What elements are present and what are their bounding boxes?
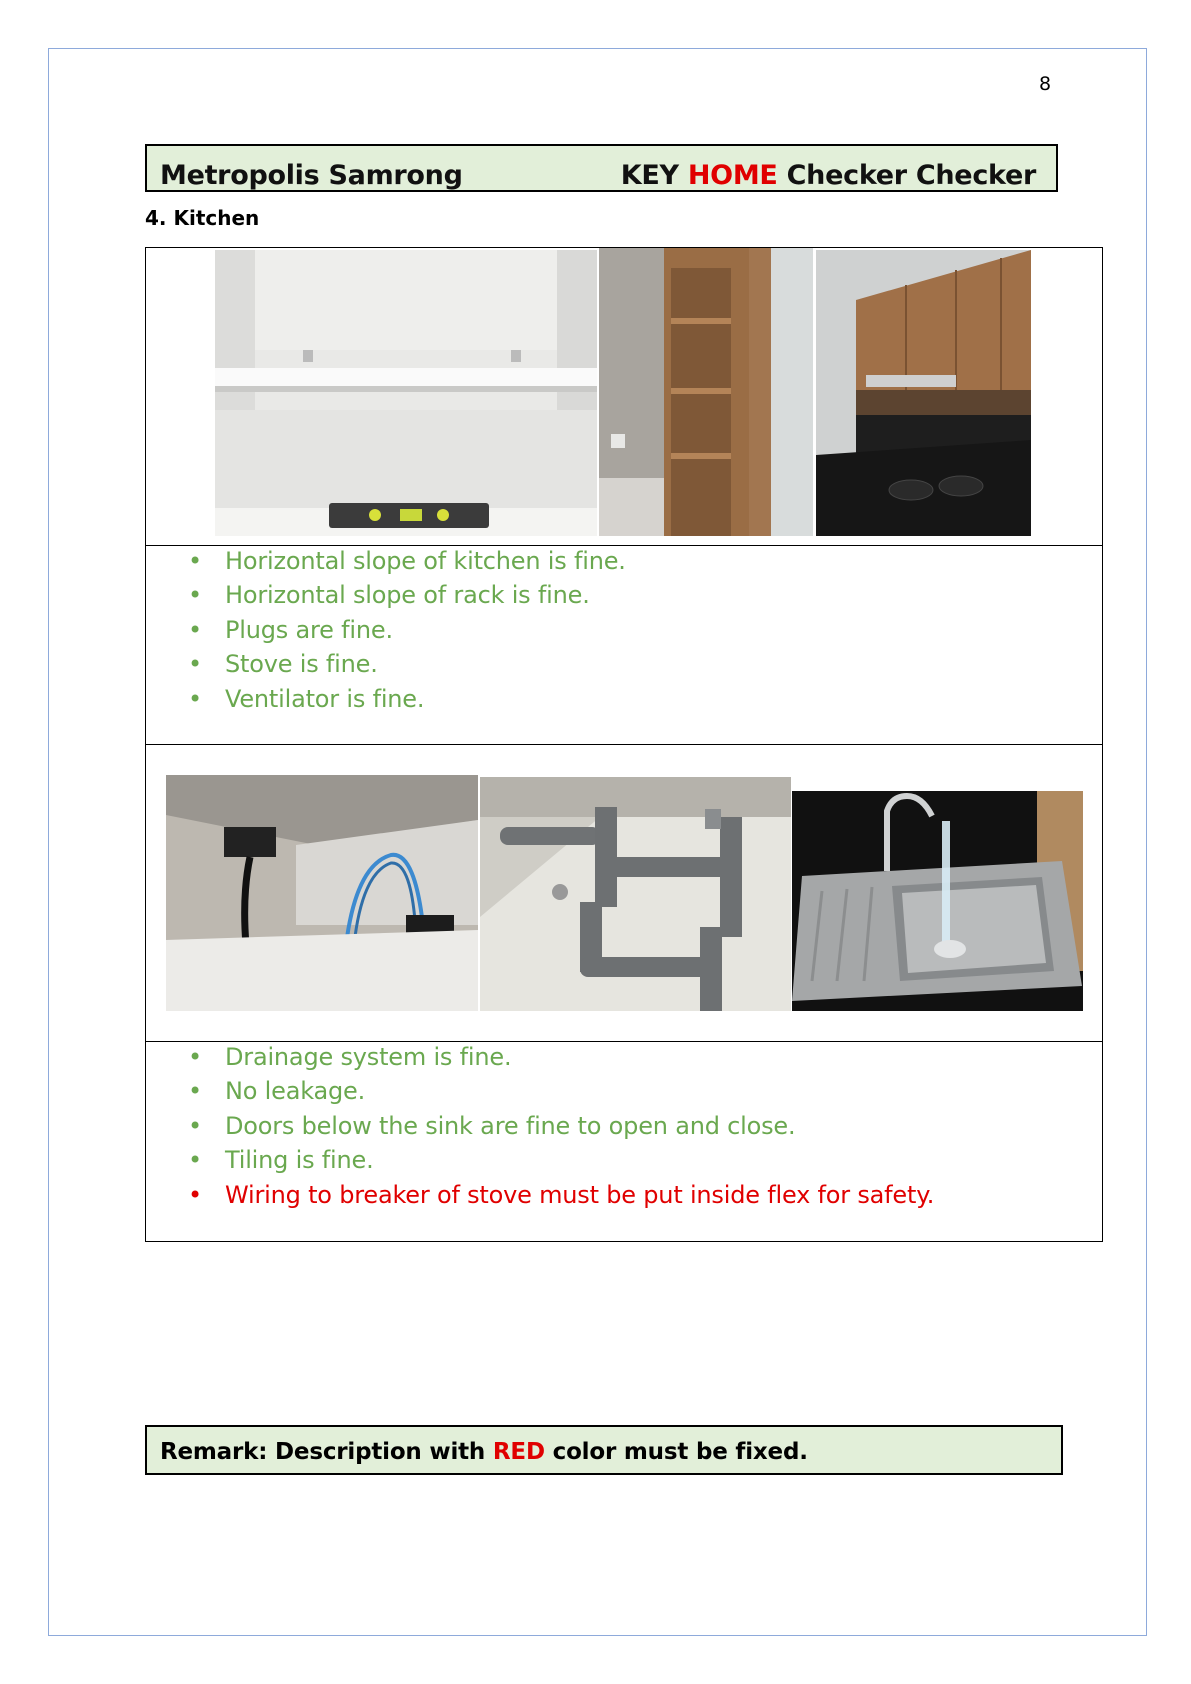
project-name: Metropolis Samrong	[160, 160, 463, 191]
section-title: 4. Kitchen	[145, 206, 260, 230]
findings-list-2	[188, 1040, 934, 1212]
finding-item: • Horizontal slope of rack is fine.	[188, 578, 626, 612]
remark-text	[160, 1439, 808, 1465]
brand-title	[621, 160, 1036, 191]
stove-breaker-wiring-photo	[166, 775, 478, 1011]
issue-item: • Wiring to breaker of stove must be put inside flex for safety.	[188, 1178, 934, 1212]
sink-with-running-tap-photo	[792, 791, 1083, 1011]
finding-item: • Stove is fine.	[188, 647, 626, 681]
inspection-table	[145, 247, 1103, 1242]
row-divider	[146, 744, 1102, 745]
tall-rack-cabinet-photo	[599, 248, 813, 536]
finding-item: • Plugs are fine.	[188, 613, 626, 647]
page-number: 8	[1038, 73, 1052, 95]
remark-highlight: RED	[492, 1439, 545, 1465]
remark-banner	[145, 1425, 1063, 1475]
findings-list-1	[188, 544, 626, 716]
remark-suffix: color must be fixed.	[544, 1439, 808, 1465]
brand-suffix: Checker Checker	[777, 160, 1036, 191]
upper-cabinets-and-hood-photo	[816, 250, 1031, 536]
finding-item: • Ventilator is fine.	[188, 682, 626, 716]
finding-item: • Drainage system is fine.	[188, 1040, 934, 1074]
header-banner	[145, 144, 1058, 192]
finding-item: • Tiling is fine.	[188, 1143, 934, 1177]
finding-item: • Doors below the sink are fine to open and close.	[188, 1109, 934, 1143]
finding-item: • No leakage.	[188, 1074, 934, 1108]
cabinet-shelf-with-level-photo	[215, 250, 597, 536]
remark-prefix: Remark: Description with	[160, 1439, 493, 1465]
brand-prefix: KEY	[620, 160, 688, 191]
finding-item: • Horizontal slope of kitchen is fine.	[188, 544, 626, 578]
brand-highlight: HOME	[687, 160, 778, 191]
sink-drain-pipes-photo	[480, 777, 791, 1011]
